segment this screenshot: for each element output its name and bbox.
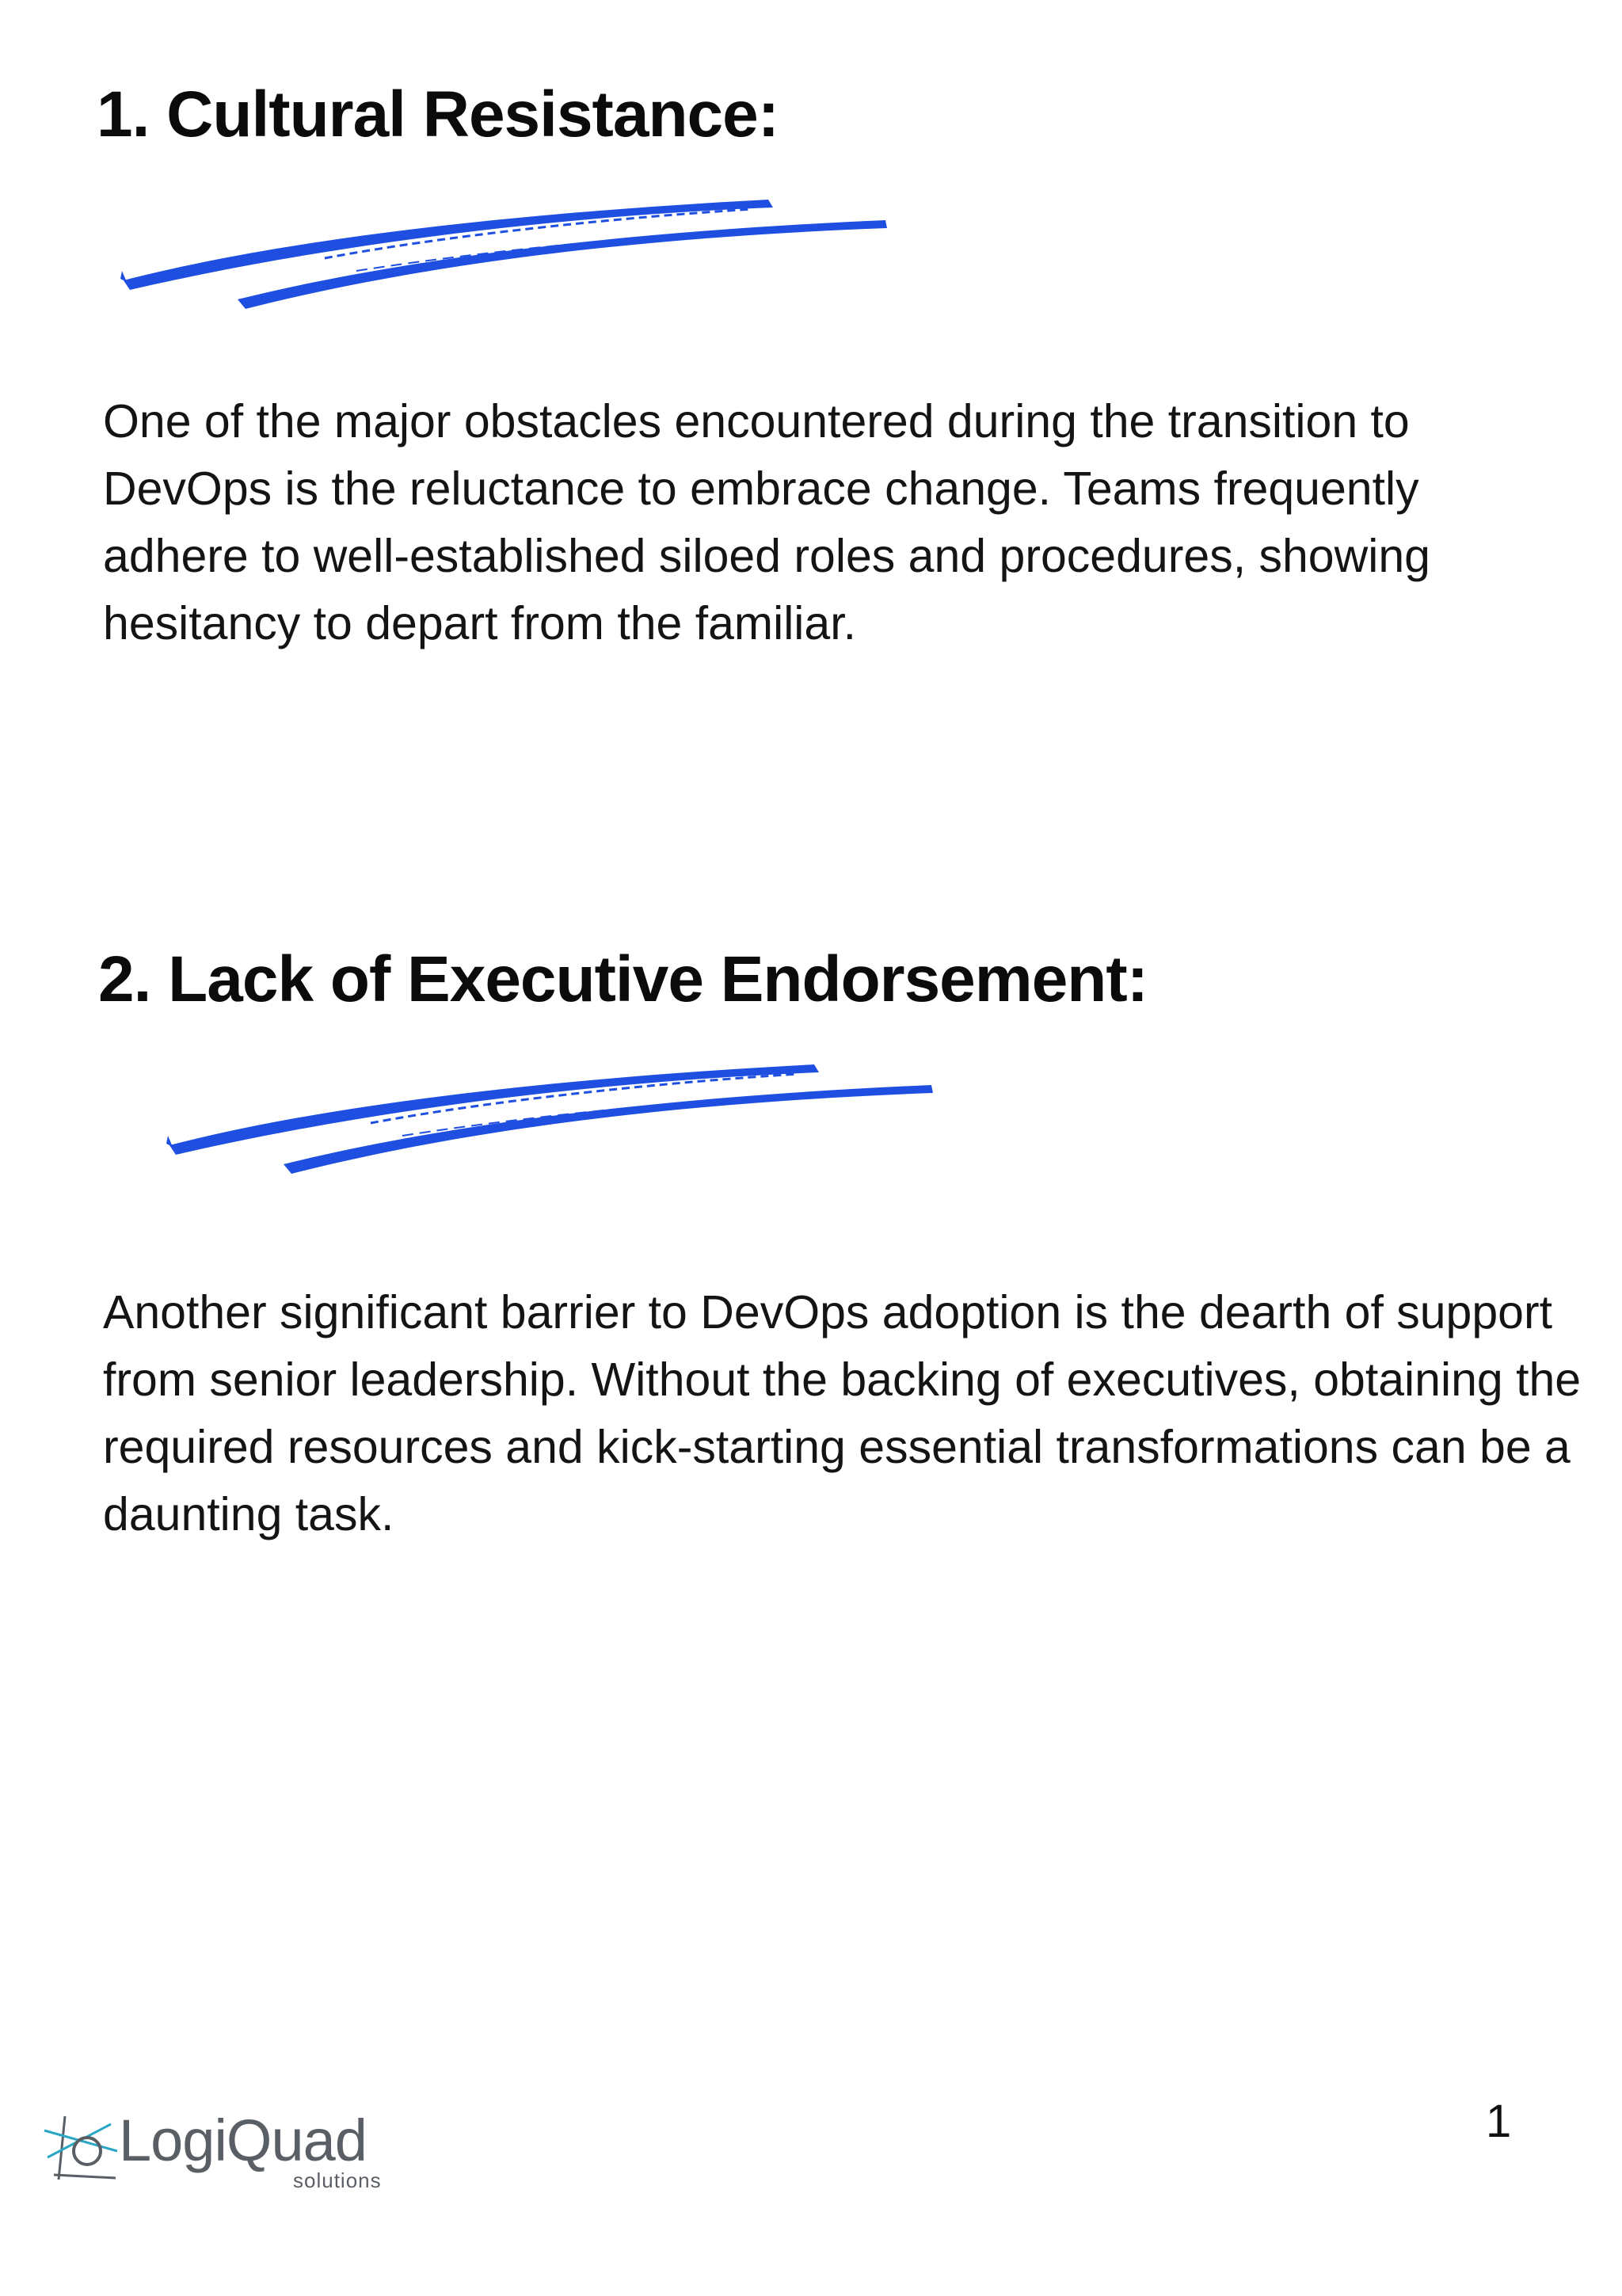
section-2-heading: 2. Lack of Executive Endorsement:	[98, 943, 1148, 1015]
company-logo	[41, 2107, 421, 2194]
logo-mark-icon	[41, 2107, 120, 2186]
brush-underline-1	[119, 182, 895, 309]
page-number: 1	[1486, 2096, 1512, 2147]
logo-wordmark: LogiQuad	[119, 2108, 367, 2173]
section-1-heading: 1. Cultural Resistance:	[97, 78, 779, 150]
section-1-body: One of the major obstacles encountered during the transition to DevOps is the reluctance to embrace change. Teams frequently adhere to well-established siloed roles and procedures, showing hesitancy to depart from the familiar.	[103, 395, 1430, 649]
section-2-body: Another significant barrier to DevOps adoption is the dearth of support from senior leadership. Without the backing of executives, obtaining the required resources and kick-starting essential transformations can be a daunting task.	[103, 1286, 1582, 1540]
logo-subtext: solutions	[293, 2168, 382, 2192]
brush-underline-2	[165, 1047, 941, 1174]
